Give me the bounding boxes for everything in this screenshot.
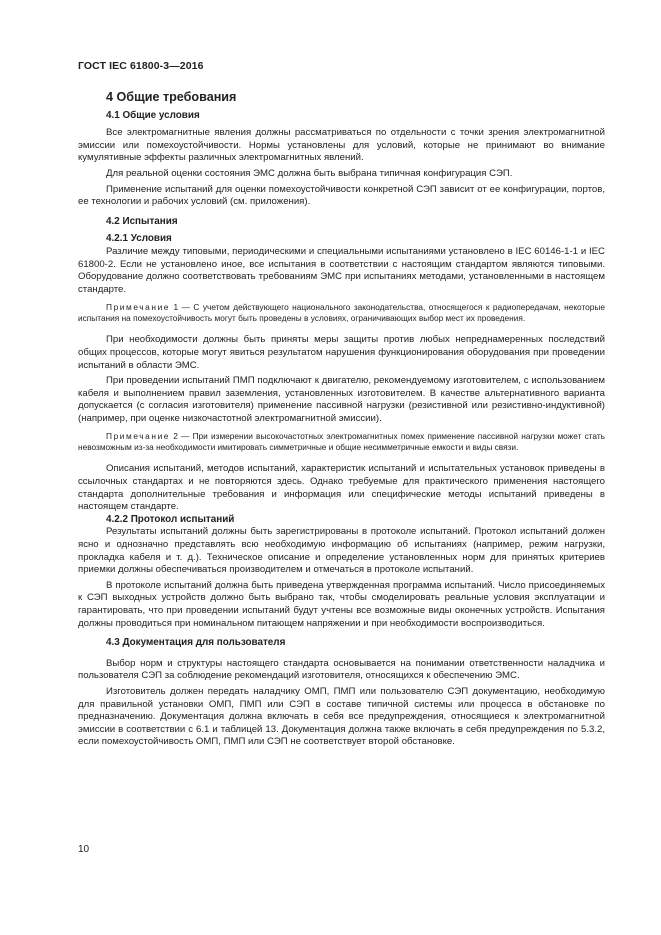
note-label: Примечание — [106, 431, 171, 442]
document-body — [78, 91, 605, 752]
section-4-heading: 4 Общие требования — [106, 90, 237, 104]
note-2 — [78, 431, 605, 453]
paragraph: Различие между типовыми, периодическими и специальными испытаниями установлено в IEC 60146-1-1 и IEC 61800-2. Если не установлено иное, все испытания в соответствии с настоящим стандартом являются типовыми. Оборудование должно соответствовать требованиям ЭМС при испытаниях методами, установленными в настоящем стандарте. — [78, 245, 605, 295]
running-header: ГОСТ IEC 61800-3—2016 — [78, 60, 204, 72]
paragraph: В протоколе испытаний должна быть приведена утвержденная программа испытаний. Число присоединяемых к СЭП выходных устройств должно быть выбрано так, чтобы смоделировать реальные условия эксплуатации и гарантировать, что при проведении испытаний будут учтены все возможные виды оконечных устройств. Испытания должны проводиться при номинальном питающем напряжении и при необходимости воспроизводиться. — [78, 579, 605, 629]
paragraph: Описания испытаний, методов испытаний, характеристик испытаний и испытательных установок приведены в ссылочных стандартах и не повторяются здесь. Однако требуемые для практического применения настоящего стандарта дополнительные требования и информация или специфические методы испытаний приведены в настоящем стандарте. — [78, 463, 605, 513]
section-4-3-heading: 4.3 Документация для пользователя — [106, 637, 286, 649]
note-text: 2 — При измерении высокочастотных электромагнитных помех применение пассивной нагрузки может стать невозможным из-за необходимости имитировать симметричные и общие несимметричные емкости и виды связи. — [78, 431, 605, 453]
paragraph: Выбор норм и структуры настоящего стандарта основывается на понимании ответственности наладчика и пользователя СЭП за соблюдение рекомендаций изготовителя, относящихся к обеспечению ЭМС. — [78, 657, 605, 682]
paragraph: Для реальной оценки состояния ЭМС должна быть выбрана типичная конфигурация СЭП. — [106, 167, 513, 179]
section-4-1-heading: 4.1 Общие условия — [106, 109, 200, 121]
note-1 — [78, 302, 605, 324]
section-4-2-2-heading: 4.2.2 Протокол испытаний — [106, 513, 235, 525]
note-text: 1 — С учетом действующего национального законодательства, относящегося к радиопередачам, некоторые испытания на помехоустойчивость могут быть проведены в условиях, ограничивающих выбор мест их проведения. — [78, 302, 605, 324]
paragraph: Результаты испытаний должны быть зарегистрированы в протоколе испытаний. Протокол испытаний должен ясно и однозначно представлять всю необходимую информацию об испытаниях (например, режим нагрузки, прокладка кабеля и т. д.). Техническое описание и определение установленных норм для принятых критериев приемки должны обеспечиваться производителем и отмечаться в протоколе испытаний. — [78, 526, 605, 576]
paragraph: Все электромагнитные явления должны рассматриваться по отдельности с точки зрения электромагнитной эмиссии или помехоустойчивости. Нормы установлены для условий, которые не принимают во внимание кумулятивные эффекты различных электромагнитных явлений. — [78, 127, 605, 164]
paragraph: При проведении испытаний ПМП подключают к двигателю, рекомендуемому изготовителем, с использованием кабеля и выполнением правил заземления, установленных изготовителем. В качестве альтернативного варианта допускается (с согласия изготовителя) применение пассивной нагрузки (резистивной или резистивно-индуктивной) (например, при оценке низкочастотной электромагнитной эмиссии). — [78, 375, 605, 424]
paragraph: Изготовитель должен передать наладчику ОМП, ПМП или пользователю СЭП документацию, необходимую для правильной установки ОМП, ПМП или СЭП в составе типичной системы или процесса в обстановке по предназначению. Документация должна включать в себя все предупреждения, относящиеся к электромагнитной эмиссии в соответствии с 6.1 и таблицей 13. Документация должна также включать в себя предупреждения по 5.3.2, если помехоустойчивость ОМП, ПМП или СЭП не соответствует второй обстановке. — [78, 685, 605, 748]
section-4-2-1-heading: 4.2.1 Условия — [106, 233, 172, 245]
note-label: Примечание — [106, 302, 171, 313]
section-4-2-heading: 4.2 Испытания — [106, 215, 178, 227]
paragraph: Применение испытаний для оценки помехоустойчивости конкретной СЭП зависит от ее конфигурации, портов, ее технологии и рабочих условий (см. приложения). — [78, 183, 605, 208]
paragraph: При необходимости должны быть приняты меры защиты против любых непреднамеренных последствий общих процессов, которые могут явиться результатом нарушения функционирования оборудования при проведении испытаний в области ЭМС. — [78, 334, 605, 371]
page-number: 10 — [78, 844, 90, 855]
